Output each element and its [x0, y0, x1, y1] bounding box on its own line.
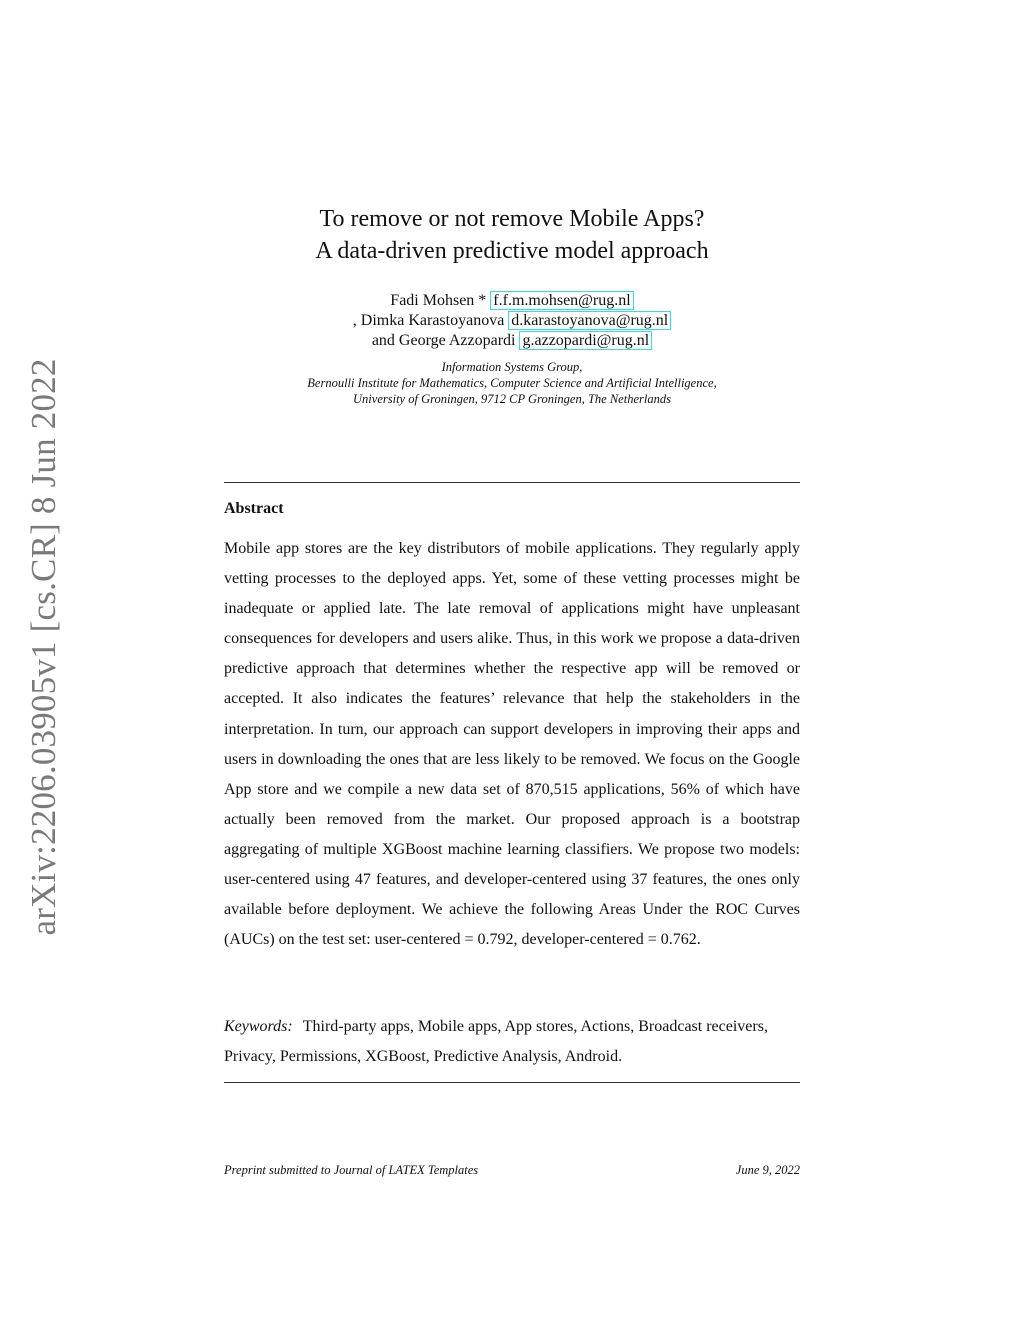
keywords-text: Third-party apps, Mobile apps, App stores, Actions, Broadcast receivers, Privacy, Permissions, XGBoost, Predictive Analysis, Android.	[224, 1018, 768, 1065]
author-1-email-link[interactable]: f.f.m.mohsen@rug.nl	[490, 291, 633, 310]
page-footer	[224, 1163, 800, 1178]
abstract-bottom-rule	[224, 1082, 800, 1083]
abstract-top-rule	[224, 482, 800, 483]
author-3	[0, 331, 1024, 351]
title-line-2: A data-driven predictive model approach	[315, 238, 709, 264]
keywords	[224, 1012, 800, 1072]
affiliation-line-2: Bernoulli Institute for Mathematics, Computer Science and Artificial Intelligence,	[307, 376, 717, 390]
author-2	[0, 311, 1024, 331]
author-2-name: , Dimka Karastoyanova	[352, 312, 509, 329]
abstract-heading: Abstract	[224, 500, 284, 517]
author-3-email-link[interactable]: g.azzopardi@rug.nl	[519, 331, 652, 350]
paper-title	[0, 203, 1024, 267]
author-1	[0, 291, 1024, 311]
title-line-1: To remove or not remove Mobile Apps?	[319, 206, 705, 232]
author-list	[0, 291, 1024, 351]
footer-journal: Preprint submitted to Journal of LATEX Templates	[224, 1163, 479, 1177]
footer-date: June 9, 2022	[735, 1163, 800, 1177]
affiliation-line-1: Information Systems Group,	[441, 360, 583, 374]
abstract-body: Mobile app stores are the key distributors of mobile applications. They regularly apply vetting processes to the deployed apps. Yet, some of these vetting processes might be inadequate or applied late. The late removal of applications might have unpleasant consequences for developers and users alike. Thus, in this work we propose a data-driven predictive approach that determines whether the respective app will be removed or accepted. It also indicates the features’ relevance that help the stakeholders in the interpretation. In turn, our approach can support developers in improving their apps and users in downloading the ones that are less likely to be removed. We focus on the Google App store and we compile a new data set of 870,515 applications, 56% of which have actually been removed from the market. Our proposed approach is a bootstrap aggregating of multiple XGBoost machine learning classifiers. We propose two models: user-centered using 47 features, and developer-centered using 37 features, the ones only available before deployment. We achieve the following Areas Under the ROC Curves (AUCs) on the test set: user-centered = 0.792, developer-centered = 0.762.	[224, 540, 800, 949]
author-2-email-link[interactable]: d.karastoyanova@rug.nl	[508, 311, 671, 330]
arxiv-identifier-text: arXiv:2206.03905v1 [cs.CR] 8 Jun 2022	[24, 358, 63, 936]
affiliation-line-3: University of Groningen, 9712 CP Groningen, The Netherlands	[353, 392, 671, 406]
author-3-name: and George Azzopardi	[371, 332, 520, 349]
keywords-label: Keywords:	[224, 1018, 293, 1035]
affiliation	[0, 359, 1024, 407]
author-1-name: Fadi Mohsen *	[390, 292, 491, 309]
